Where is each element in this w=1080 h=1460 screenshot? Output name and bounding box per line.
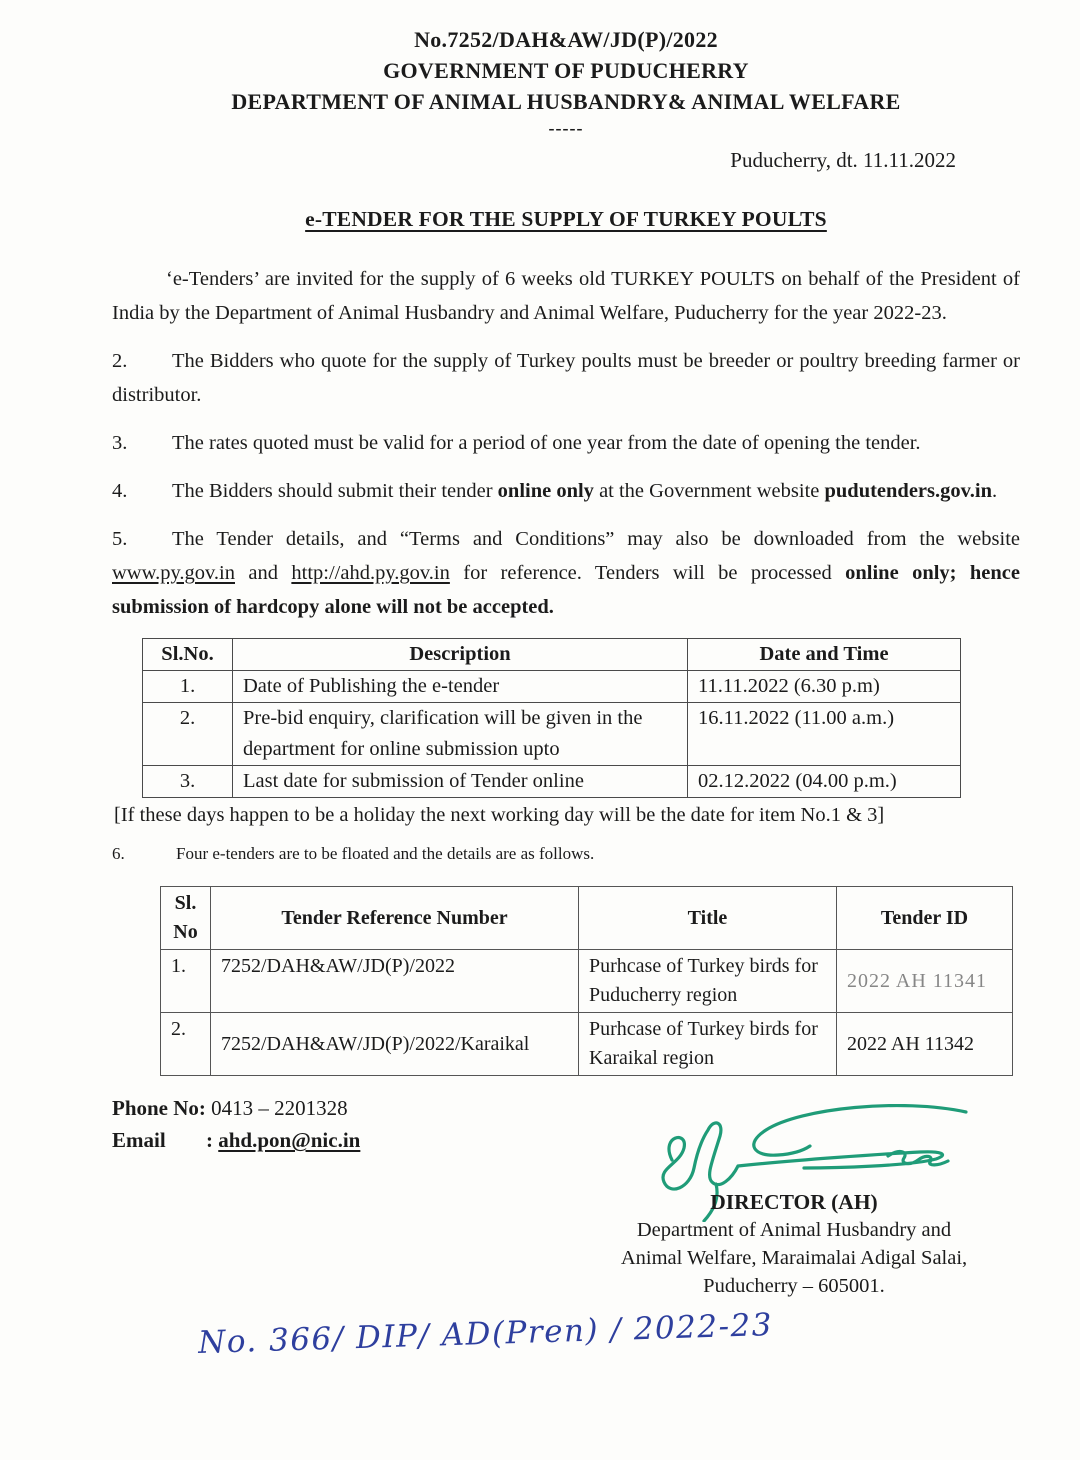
table-cell: Last date for submission of Tender online: [233, 766, 688, 798]
signatory-address: Puducherry – 605001.: [703, 1275, 885, 1297]
table-header-row: [161, 887, 1013, 950]
paragraph-4-number: 4.: [112, 480, 128, 502]
paragraph-5-number: 5.: [112, 528, 128, 550]
table-cell: 3.: [143, 766, 233, 798]
signatory-department-line2: Animal Welfare, Maraimalai Adigal Salai,: [620, 1247, 968, 1269]
government-name: GOVERNMENT OF PUDUCHERRY: [383, 58, 749, 83]
paragraph-4-text: .: [991, 480, 998, 502]
table-cell: Purhcase of Turkey birds for Puducherry region: [579, 950, 837, 1013]
table-cell: Pre-bid enquiry, clarification will be given in the department for online submission upto: [233, 703, 688, 766]
table-cell: 7252/DAH&AW/JD(P)/2022: [211, 950, 579, 1013]
paragraph-intro: ‘e-Tenders’ are invited for the supply of 6 weeks old TURKEY POULTS on behalf of the President of India by the Department of Animal Husbandry and Animal Welfare, Puducherry for the year 2022-23.: [112, 268, 1020, 324]
signoff-block: [574, 1104, 1014, 1300]
paragraph-6-text: Four e-tenders are to be floated and the details are as follows.: [176, 844, 595, 863]
table-header-row: [143, 639, 961, 671]
table-cell: 1.: [161, 950, 211, 1013]
table-cell: 1.: [143, 671, 233, 703]
table-row: [161, 950, 1013, 1013]
place-and-date: Puducherry, dt. 11.11.2022: [730, 148, 956, 172]
table-row: [143, 671, 961, 703]
table-cell: Date of Publishing the e-tender: [233, 671, 688, 703]
handwritten-note: No. 366/ DIP/ AD(Pren) / 2022-23: [197, 1306, 774, 1362]
paragraph-4-text: The Bidders should submit their tender: [172, 480, 498, 502]
column-header-reference: Tender Reference Number: [211, 887, 579, 950]
paragraph-3-text: The rates quoted must be valid for a period of one year from the date of opening the tender.: [172, 432, 921, 454]
email-address: ahd.pon@nic.in: [218, 1128, 361, 1152]
holiday-note: [If these days happen to be a holiday the next working day will be the date for item No.1 & 3]: [114, 804, 885, 826]
paragraph-5-text: and: [235, 562, 292, 584]
pudutenders-website: pudutenders.gov.in: [824, 480, 992, 502]
phone-label: Phone No:: [112, 1096, 206, 1120]
email-label: Email: [112, 1128, 166, 1152]
email-colon: :: [206, 1128, 213, 1152]
header-separator: -----: [548, 118, 584, 138]
table-cell: 2022 AH 11341: [837, 950, 1013, 1013]
table-cell: 2.: [161, 1013, 211, 1076]
table-row: [161, 1013, 1013, 1076]
column-header-description: Description: [233, 639, 688, 671]
table-row: [143, 766, 961, 798]
hardcopy-warning-emphasis: online only; hence submission of hardcopy alone will not be accepted.: [112, 562, 1020, 618]
paragraph-5-text: The Tender details, and “Terms and Conditions” may also be downloaded from the website: [172, 528, 1020, 550]
signatory-department-line1: Department of Animal Husbandry and: [636, 1219, 952, 1241]
table-cell: 11.11.2022 (6.30 p.m): [688, 671, 961, 703]
column-header-datetime: Date and Time: [688, 639, 961, 671]
phone-number: 0413 – 2201328: [211, 1096, 348, 1120]
table-cell: 7252/DAH&AW/JD(P)/2022/Karaikal: [211, 1013, 579, 1076]
department-name: DEPARTMENT OF ANIMAL HUSBANDRY& ANIMAL WELFARE: [231, 89, 901, 114]
table-cell: Purhcase of Turkey birds for Karaikal region: [579, 1013, 837, 1076]
py-gov-link: www.py.gov.in: [112, 562, 235, 584]
letterhead: [112, 24, 1020, 117]
column-header-slno: Sl. No: [161, 887, 211, 950]
paragraph-3-number: 3.: [112, 432, 128, 454]
paragraph-2: [112, 344, 1020, 412]
paragraph-2-text: The Bidders who quote for the supply of Turkey poults must be breeder or poultry breeding farmer or distributor.: [112, 350, 1020, 406]
online-only-emphasis: online only: [497, 480, 594, 502]
reference-number: No.7252/DAH&AW/JD(P)/2022: [414, 27, 718, 52]
table-cell: 2022 AH 11342: [837, 1013, 1013, 1076]
paragraph-3: [112, 426, 1020, 460]
paragraph-5: [112, 522, 1020, 624]
table-cell: 2.: [143, 703, 233, 766]
column-header-tenderid: Tender ID: [837, 887, 1013, 950]
table-cell: 02.12.2022 (04.00 p.m.): [688, 766, 961, 798]
column-header-slno: Sl.No.: [143, 639, 233, 671]
tender-list-table: [160, 886, 1013, 1076]
paragraph-4-text: at the Government website: [593, 480, 825, 502]
column-header-title: Title: [579, 887, 837, 950]
paragraph-2-number: 2.: [112, 350, 128, 372]
tender-schedule-table: [142, 638, 961, 798]
paragraph-5-text: for reference. Tenders will be processed: [449, 562, 846, 584]
paragraph-6-number: 6.: [112, 844, 125, 863]
table-row: [143, 703, 961, 766]
ahd-py-gov-link: http://ahd.py.gov.in: [291, 562, 450, 584]
paragraph-6: [112, 842, 1020, 866]
document-title: e-TENDER FOR THE SUPPLY OF TURKEY POULTS: [305, 207, 827, 231]
table-cell: 16.11.2022 (11.00 a.m.): [688, 703, 961, 766]
signatory-designation: DIRECTOR (AH): [710, 1190, 878, 1214]
paragraph-4: [112, 474, 1020, 508]
